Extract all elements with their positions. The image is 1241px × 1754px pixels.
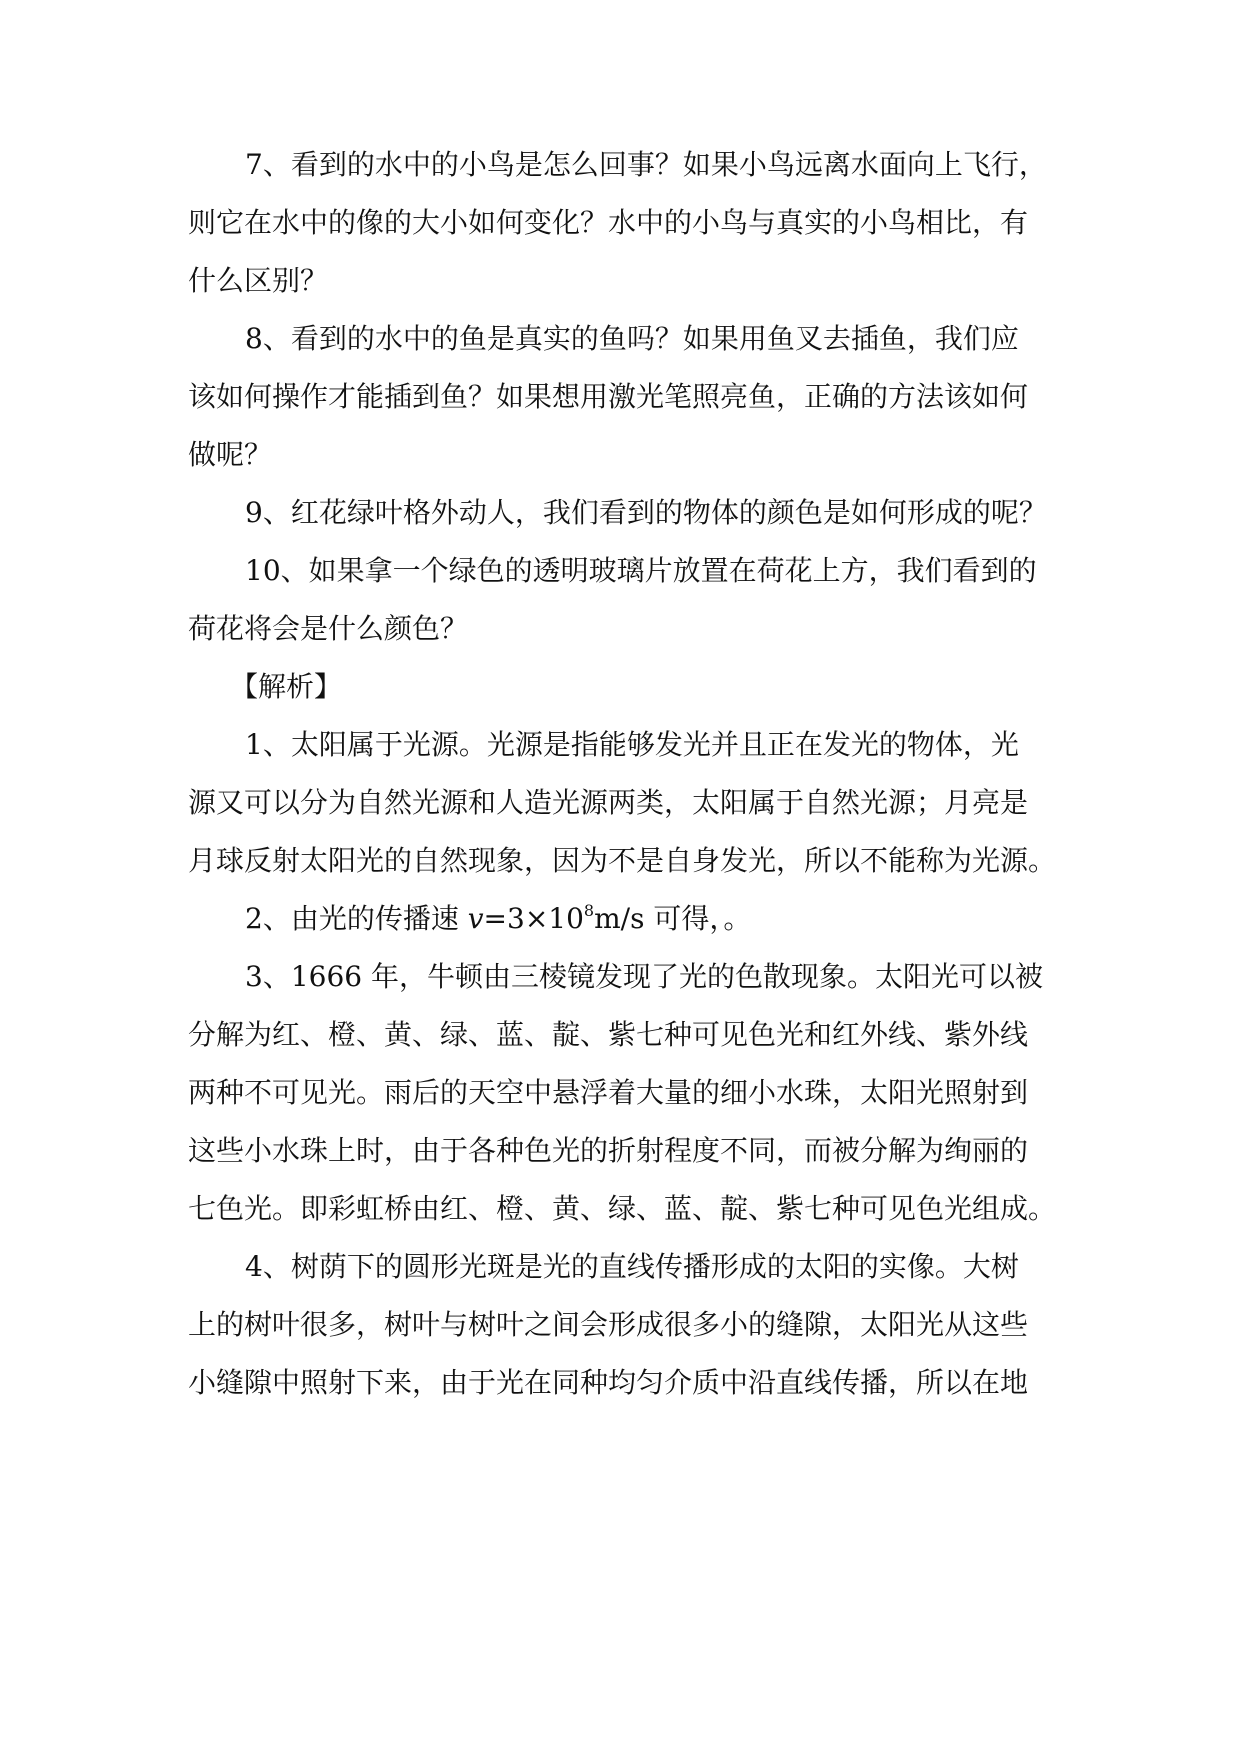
- answer-2-suffix: m/s 可得，。: [594, 902, 752, 935]
- answer-4-line-3: 小缝隙中照射下来，由于光在同种均匀介质中沿直线传播，所以在地: [188, 1366, 1029, 1399]
- question-8-line-1: 8、看到的水中的鱼是真实的鱼吗？如果用鱼叉去插鱼，我们应: [245, 322, 1019, 355]
- question-9-line-1: 9、红花绿叶格外动人，我们看到的物体的颜色是如何形成的呢？: [245, 496, 1047, 529]
- answer-3-line-3: 两种不可见光。雨后的天空中悬浮着大量的细小水珠，太阳光照射到: [188, 1076, 1029, 1109]
- answer-4-line-2: 上的树叶很多，树叶与树叶之间会形成很多小的缝隙，太阳光从这些: [188, 1308, 1029, 1341]
- question-10-line-2: 荷花将会是什么颜色？: [188, 612, 469, 645]
- answer-2-exponent: 8: [583, 901, 595, 920]
- answer-3-line-2: 分解为红、橙、黄、绿、蓝、靛、紫七种可见色光和红外线、紫外线: [188, 1018, 1029, 1051]
- answer-1-line-2: 源又可以分为自然光源和人造光源两类，太阳属于自然光源；月亮是: [188, 786, 1029, 819]
- question-8-line-3: 做呢？: [188, 438, 273, 471]
- answer-1-line-1: 1、太阳属于光源。光源是指能够发光并且正在发光的物体，光: [245, 728, 1019, 761]
- answer-2-prefix: 2、由光的传播速: [245, 902, 468, 935]
- answer-3-line-4: 这些小水珠上时，由于各种色光的折射程度不同，而被分解为绚丽的: [188, 1134, 1029, 1167]
- answer-1-line-3: 月球反射太阳光的自然现象，因为不是自身发光，所以不能称为光源。: [188, 844, 1057, 877]
- answer-3-line-1: 3、1666 年，牛顿由三棱镜发现了光的色散现象。太阳光可以被: [245, 960, 1043, 993]
- analysis-heading: 【解析】: [230, 670, 343, 703]
- question-7-line-3: 什么区别？: [188, 264, 329, 297]
- answer-4-line-1: 4、树荫下的圆形光斑是光的直线传播形成的太阳的实像。大树: [245, 1250, 1019, 1283]
- velocity-variable: v: [467, 902, 484, 935]
- question-7-line-1: 7、看到的水中的小鸟是怎么回事？如果小鸟远离水面向上飞行，: [245, 148, 1047, 181]
- question-10-line-1: 10、如果拿一个绿色的透明玻璃片放置在荷花上方，我们看到的: [245, 554, 1037, 587]
- answer-2-equation: =3×10: [483, 902, 584, 935]
- answer-3-line-5: 七色光。即彩虹桥由红、橙、黄、绿、蓝、靛、紫七种可见色光组成。: [188, 1192, 1057, 1225]
- question-7-line-2: 则它在水中的像的大小如何变化？水中的小鸟与真实的小鸟相比，有: [188, 206, 1029, 239]
- question-8-line-2: 该如何操作才能插到鱼？如果想用激光笔照亮鱼，正确的方法该如何: [188, 380, 1029, 413]
- answer-2-line-1: [245, 899, 1115, 939]
